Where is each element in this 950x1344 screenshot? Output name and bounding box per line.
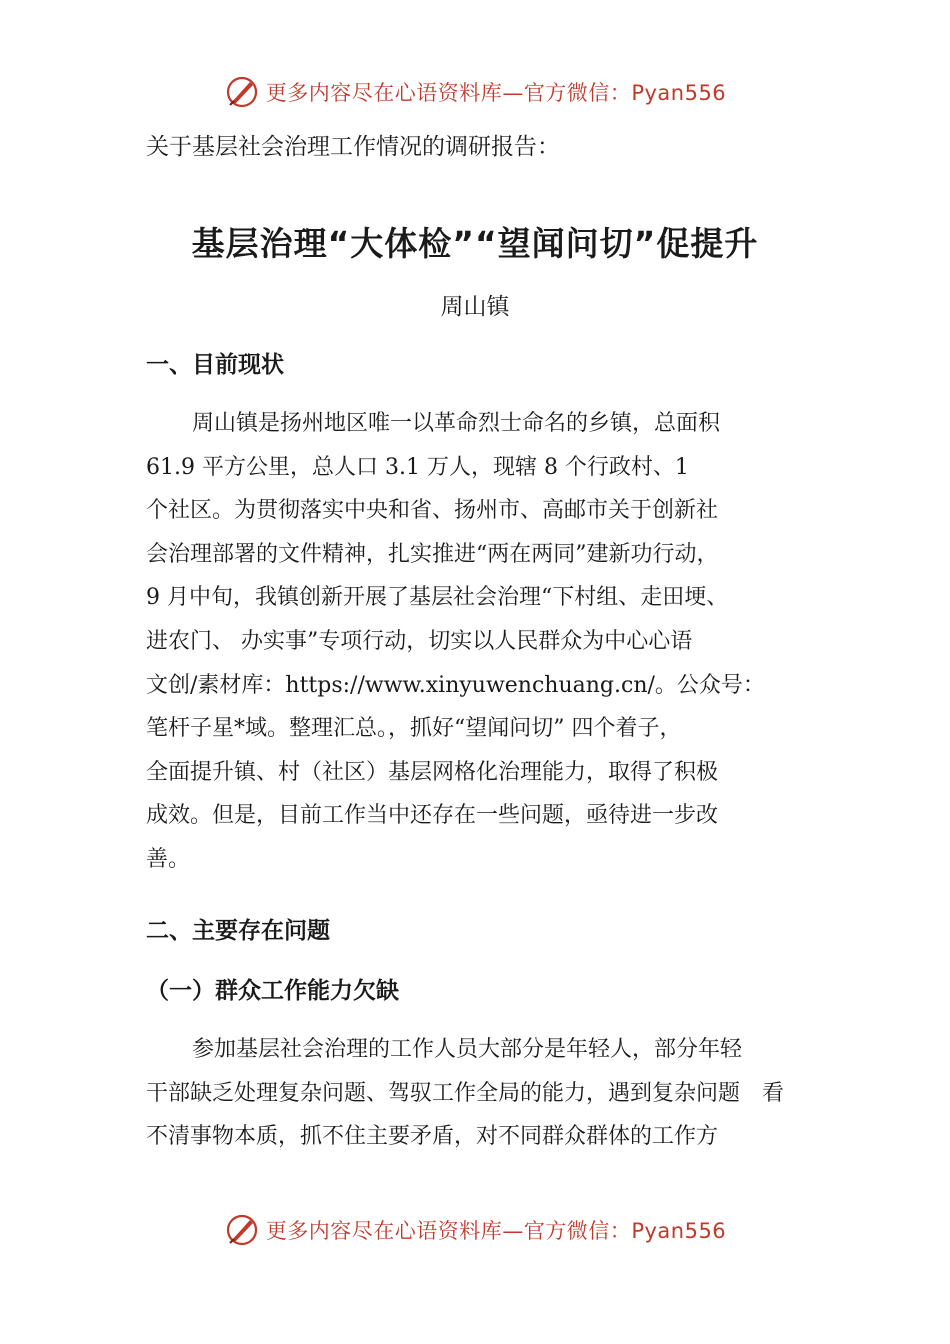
section2-heading: 二、主要存在问题: [146, 918, 330, 944]
paragraph-line: 9 月中旬，我镇创新开展了基层社会治理“下村组、走田埂、: [146, 585, 729, 611]
paragraph-line: 周山镇是扬州地区唯一以革命烈士命名的乡镇，总面积: [192, 411, 721, 436]
section1-heading: 一、目前现状: [146, 352, 284, 378]
paragraph-line: 个社区。为贯彻落实中央和省、扬州市、高邮市关于创新社: [146, 498, 719, 524]
paragraph-line: 参加基层社会治理的工作人员大部分是年轻人，部分年轻: [192, 1037, 743, 1062]
top-watermark-banner: [0, 72, 950, 112]
intro-line: 关于基层社会治理工作情况的调研报告：: [146, 134, 560, 160]
section2-paragraph: [146, 1028, 826, 1159]
paragraph-line: 干部缺乏处理复杂问题、驾驭工作全局的能力，遇到复杂问题 看: [146, 1080, 785, 1106]
paragraph-line: 全面提升镇、村（社区）基层网格化治理能力，取得了积极: [146, 759, 719, 785]
paragraph-line: 成效。但是，目前工作当中还存在一些问题，亟待进一步改: [146, 803, 719, 829]
paragraph-line: 进农门、 办实事”专项行动，切实以人民群众为中心心语: [146, 628, 693, 654]
quill-pen-logo-icon: [224, 74, 260, 110]
watermark-text: 更多内容尽在心语资料库—官方微信：Pyan556: [265, 81, 727, 105]
bottom-watermark-banner: [0, 1210, 950, 1250]
document-title: 基层治理“大体检”“望闻问切”促提升: [191, 224, 759, 263]
paragraph-line: 善。: [146, 846, 191, 872]
document-author: 周山镇: [440, 294, 510, 320]
paragraph-line: 会治理部署的文件精神，扎实推进“两在两同”建新功行动，: [146, 541, 719, 567]
section2-subheading: （一）群众工作能力欠缺: [146, 978, 399, 1004]
paragraph-line: 文创/素材库：https://www.xinyuwenchuang.cn/。公众号：: [146, 672, 765, 698]
paragraph-line: 61.9 平方公里，总人口 3.1 万人，现辖 8 个行政村、1: [146, 454, 689, 480]
paragraph-line: 笔杆子星*域。整理汇总。，抓好“望闻问切” 四个着子，: [146, 716, 682, 742]
quill-pen-logo-icon: [224, 1212, 260, 1248]
section1-paragraph: [146, 402, 826, 882]
watermark-text: 更多内容尽在心语资料库—官方微信：Pyan556: [265, 1219, 727, 1243]
paragraph-line: 不清事物本质，抓不住主要矛盾，对不同群众群体的工作方: [146, 1124, 719, 1150]
